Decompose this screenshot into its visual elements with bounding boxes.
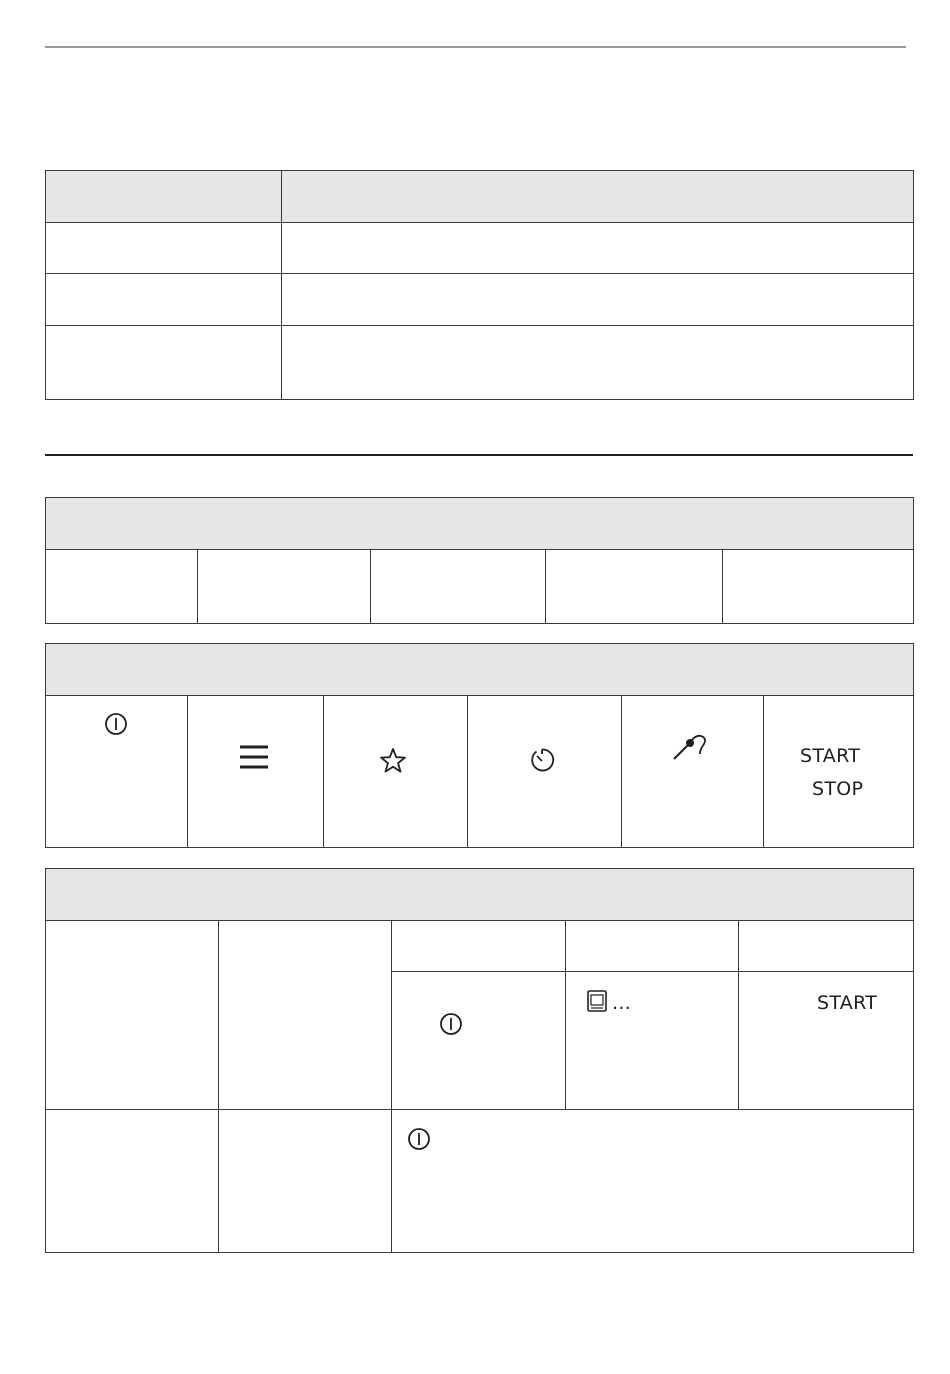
menu-icon[interactable]	[238, 743, 270, 771]
table-four-row1-col1	[46, 921, 219, 1110]
table-four-subheader	[739, 921, 914, 972]
oven-icon	[586, 989, 608, 1013]
stop-label[interactable]: STOP	[812, 778, 864, 800]
table-two-cell	[46, 550, 198, 624]
table-four-row2-col1	[46, 1110, 219, 1253]
table-one-cell	[282, 223, 914, 274]
start-label: START	[817, 992, 878, 1014]
table-four-row2-content	[392, 1110, 914, 1253]
timer-button-cell	[468, 696, 622, 848]
table-two	[45, 497, 914, 624]
timer-icon[interactable]	[527, 745, 557, 775]
table-four-row1-col2	[219, 921, 392, 1110]
table-four-subheader	[392, 921, 566, 972]
table-one-cell	[282, 326, 914, 400]
star-icon[interactable]	[379, 747, 407, 773]
table-one-header-col1	[46, 171, 282, 223]
table-one-cell	[46, 274, 282, 326]
power-icon[interactable]	[103, 711, 129, 737]
step-start-cell	[739, 972, 914, 1110]
step-oven-cell	[566, 972, 739, 1110]
meat-probe-icon[interactable]	[672, 733, 710, 763]
table-two-cell	[371, 550, 546, 624]
table-four-header	[46, 869, 914, 921]
start-stop-button-cell	[764, 696, 914, 848]
table-three-header	[46, 644, 914, 696]
power-icon	[406, 1126, 432, 1152]
power-button-cell	[46, 696, 188, 848]
start-label[interactable]: START	[800, 745, 861, 767]
menu-button-cell	[188, 696, 324, 848]
table-four-row2-col2	[219, 1110, 392, 1253]
favourite-button-cell	[324, 696, 468, 848]
table-one-cell	[46, 223, 282, 274]
top-rule	[45, 46, 906, 48]
table-four	[45, 868, 914, 1253]
table-one-header-col2	[282, 171, 914, 223]
table-one-cell	[282, 274, 914, 326]
table-four-subheader	[566, 921, 739, 972]
meat-probe-button-cell	[622, 696, 764, 848]
oven-ellipsis: ...	[612, 992, 632, 1014]
table-two-cell	[198, 550, 371, 624]
table-three	[45, 643, 914, 848]
table-two-header	[46, 498, 914, 550]
step-power-cell	[392, 972, 566, 1110]
table-two-cell	[546, 550, 723, 624]
table-two-cell	[723, 550, 914, 624]
power-icon	[438, 1011, 464, 1037]
section-rule	[45, 454, 913, 456]
table-one	[45, 170, 914, 400]
table-one-cell	[46, 326, 282, 400]
